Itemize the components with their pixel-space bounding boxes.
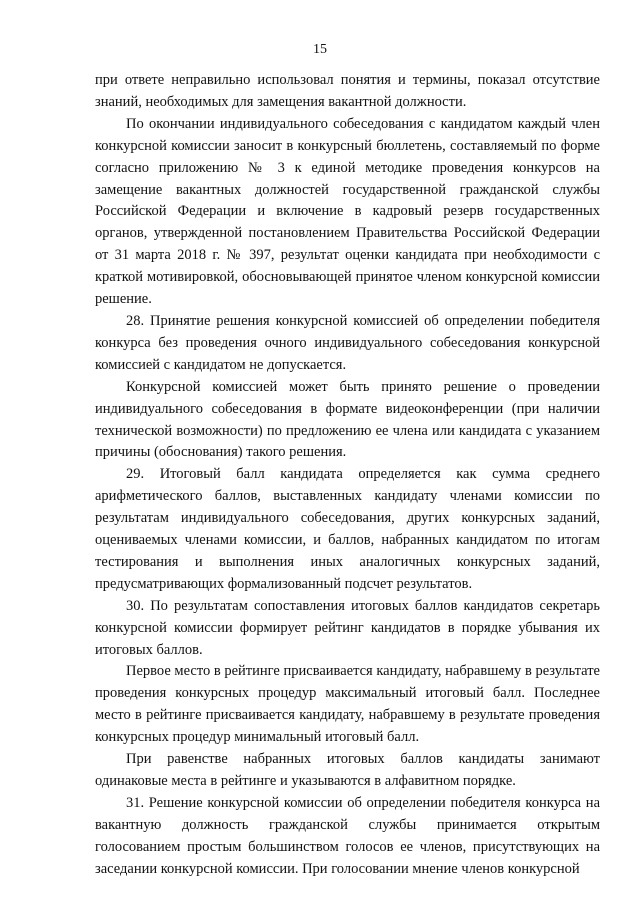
paragraph-28: 28. Принятие решения конкурсной комиссией об определении победителя конкурса без проведения очного индивидуального собеседования конкурсной комиссией с кандидатом не допускается. (95, 312, 600, 373)
paragraph-continuation: при ответе неправильно использовал понятия и термины, показал отсутствие знаний, необходимых для замещения вакантной должности. (95, 72, 600, 110)
paragraph-equal-scores: При равенстве набранных итоговых баллов кандидаты занимают одинаковые места в рейтинге и указываются в алфавитном порядке. (95, 751, 600, 789)
paragraph-31: 31. Решение конкурсной комиссии об определении победителя конкурса на вакантную должность гражданской службы принимается открытым голосованием простым большинством голосов ее членов, присутствующих на заседании конкурсной комиссии. При голосовании мнение членов конкурсной (95, 794, 600, 877)
paragraph-ranking: Первое место в рейтинге присваивается кандидату, набравшему в результате проведения конкурсных процедур максимальный итоговый балл. Последнее место в рейтинге присваивается кандидату, набравшему в результате проведения конкурсных процедур минимальный итоговый балл. (95, 663, 600, 746)
paragraph-29: 29. Итоговый балл кандидата определяется как сумма среднего арифметического баллов, выставленных кандидату членами комиссии по результатам индивидуального собеседования, других конкурсных заданий, оцениваемых членами комиссии, и баллов, набранных кандидатом по итогам тестирования и выполнения иных аналогичных конкурсных заданий, предусматривающих формализованный подсчет результатов. (95, 466, 600, 592)
paragraph-ballot: По окончании индивидуального собеседования с кандидатом каждый член конкурсной комиссии заносит в конкурсный бюллетень, составляемый по форме согласно приложению № 3 к единой методике проведения конкурсов на замещение вакантных должностей государственной гражданской службы Российской Федерации и включение в кадровый резерв государственных органов, утвержденной постановлением Правительства Российской Федерации от 31 марта 2018 г. № 397, результат оценки кандидата при необходимости с краткой мотивировкой, обосновывающей принятое членом конкурсной комиссии решение. (95, 115, 600, 308)
document-body (95, 70, 600, 881)
paragraph-videoconference: Конкурсной комиссией может быть принято решение о проведении индивидуального собеседования в формате видеоконференции (при наличии технической возможности) по предложению ее члена или кандидата с указанием причины (обоснования) такого решения. (95, 378, 600, 461)
page-number: 15 (313, 42, 327, 57)
paragraph-30: 30. По результатам сопоставления итоговых баллов кандидатов секретарь конкурсной комиссии формирует рейтинг кандидатов в порядке убывания их итоговых баллов. (95, 597, 600, 658)
